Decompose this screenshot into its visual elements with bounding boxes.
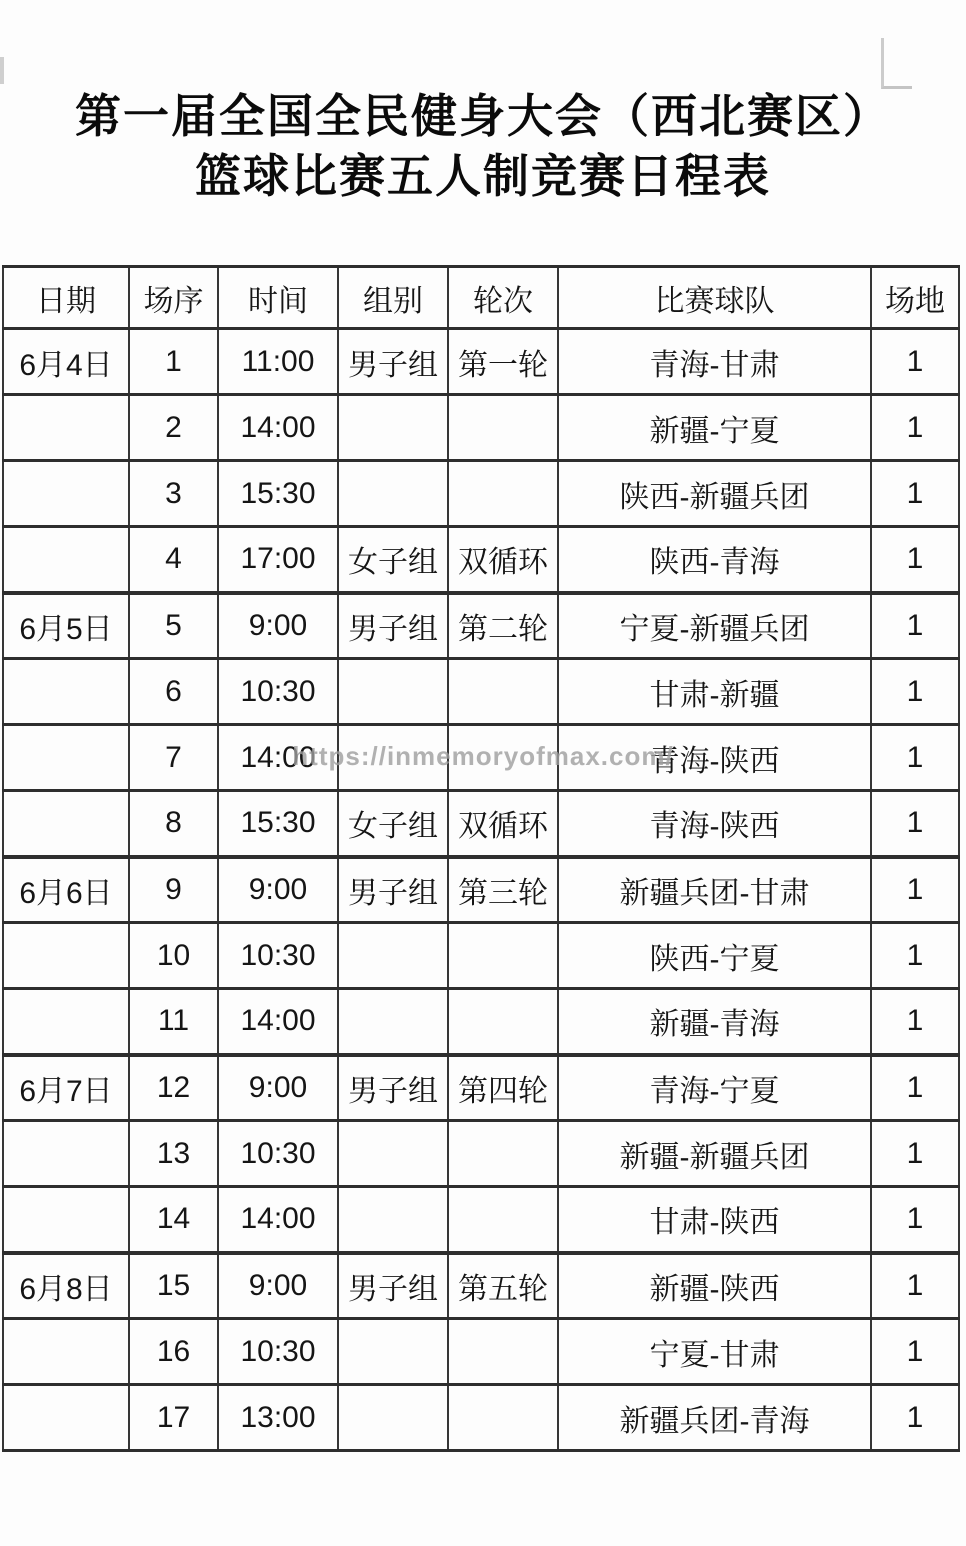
table-row	[3, 989, 959, 1055]
cell-venue: 1	[871, 1319, 959, 1385]
cell-time: 11:00	[218, 329, 338, 395]
cell-time: 14:00	[218, 989, 338, 1055]
cell-group	[338, 923, 448, 989]
title-line-2: 篮球比赛五人制竞赛日程表	[195, 150, 771, 202]
cell-time: 9:00	[218, 593, 338, 659]
cell-venue: 1	[871, 461, 959, 527]
cell-venue: 1	[871, 659, 959, 725]
cell-round	[448, 461, 558, 527]
cell-date	[3, 725, 129, 791]
cell-teams: 新疆-陕西	[558, 1253, 871, 1319]
cell-teams: 陕西-青海	[558, 527, 871, 593]
scan-corner-mark-left	[0, 57, 4, 84]
cell-round: 双循环	[448, 791, 558, 857]
cell-date	[3, 1187, 129, 1253]
cell-group	[338, 989, 448, 1055]
cell-group	[338, 1319, 448, 1385]
cell-time: 17:00	[218, 527, 338, 593]
schedule-table	[2, 265, 960, 1452]
cell-date	[3, 461, 129, 527]
cell-teams: 甘肃-陕西	[558, 1187, 871, 1253]
cell-time: 10:30	[218, 1121, 338, 1187]
watermark-url: https://inmemoryofmax.com/	[292, 741, 674, 771]
cell-group	[338, 1121, 448, 1187]
cell-teams: 陕西-宁夏	[558, 923, 871, 989]
cell-round: 第三轮	[448, 857, 558, 923]
cell-round: 第四轮	[448, 1055, 558, 1121]
cell-teams: 新疆兵团-青海	[558, 1385, 871, 1451]
cell-time: 10:30	[218, 1319, 338, 1385]
cell-venue: 1	[871, 1121, 959, 1187]
column-header-date: 日期	[3, 267, 129, 329]
cell-teams: 甘肃-新疆	[558, 659, 871, 725]
cell-round: 第二轮	[448, 593, 558, 659]
table-row	[3, 857, 959, 923]
column-header-match-no: 场序	[129, 267, 218, 329]
cell-venue: 1	[871, 1385, 959, 1451]
cell-time: 15:30	[218, 791, 338, 857]
schedule-table-header	[3, 267, 959, 329]
cell-match-no: 1	[129, 329, 218, 395]
cell-round	[448, 659, 558, 725]
cell-match-no: 16	[129, 1319, 218, 1385]
cell-date: 6月5日	[3, 593, 129, 659]
column-header-teams: 比赛球队	[558, 267, 871, 329]
cell-time: 13:00	[218, 1385, 338, 1451]
cell-round: 第五轮	[448, 1253, 558, 1319]
cell-time: 9:00	[218, 1055, 338, 1121]
cell-group: 男子组	[338, 593, 448, 659]
table-row	[3, 461, 959, 527]
column-header-round: 轮次	[448, 267, 558, 329]
cell-venue: 1	[871, 1055, 959, 1121]
cell-match-no: 13	[129, 1121, 218, 1187]
cell-match-no: 15	[129, 1253, 218, 1319]
cell-venue: 1	[871, 1253, 959, 1319]
cell-teams: 陕西-新疆兵团	[558, 461, 871, 527]
cell-teams: 新疆-青海	[558, 989, 871, 1055]
cell-date	[3, 1121, 129, 1187]
cell-venue: 1	[871, 1187, 959, 1253]
table-row	[3, 791, 959, 857]
cell-time: 10:30	[218, 923, 338, 989]
cell-round	[448, 1385, 558, 1451]
table-row	[3, 1253, 959, 1319]
cell-time: 10:30	[218, 659, 338, 725]
cell-date	[3, 1319, 129, 1385]
cell-teams: 青海-陕西	[558, 791, 871, 857]
cell-group	[338, 659, 448, 725]
column-header-venue: 场地	[871, 267, 959, 329]
cell-round: 双循环	[448, 527, 558, 593]
cell-teams: 青海-陕西	[558, 725, 871, 791]
cell-venue: 1	[871, 527, 959, 593]
column-header-group: 组别	[338, 267, 448, 329]
cell-group: 男子组	[338, 329, 448, 395]
page-title	[0, 86, 966, 206]
cell-group: 女子组	[338, 791, 448, 857]
cell-group: 男子组	[338, 1055, 448, 1121]
cell-venue: 1	[871, 329, 959, 395]
cell-teams: 新疆-宁夏	[558, 395, 871, 461]
table-row	[3, 923, 959, 989]
column-header-time: 时间	[218, 267, 338, 329]
table-row	[3, 527, 959, 593]
cell-date	[3, 395, 129, 461]
cell-match-no: 10	[129, 923, 218, 989]
cell-venue: 1	[871, 395, 959, 461]
cell-group	[338, 1187, 448, 1253]
cell-date: 6月8日	[3, 1253, 129, 1319]
table-row	[3, 1055, 959, 1121]
cell-date: 6月4日	[3, 329, 129, 395]
cell-round	[448, 1319, 558, 1385]
cell-date	[3, 989, 129, 1055]
cell-match-no: 12	[129, 1055, 218, 1121]
cell-date: 6月6日	[3, 857, 129, 923]
table-row	[3, 395, 959, 461]
cell-date: 6月7日	[3, 1055, 129, 1121]
cell-group	[338, 1385, 448, 1451]
cell-time: 14:00	[218, 1187, 338, 1253]
cell-round	[448, 1187, 558, 1253]
cell-teams: 宁夏-甘肃	[558, 1319, 871, 1385]
table-row	[3, 1319, 959, 1385]
cell-date	[3, 923, 129, 989]
cell-time: 14:00	[218, 395, 338, 461]
cell-round	[448, 395, 558, 461]
cell-time: 9:00	[218, 857, 338, 923]
cell-match-no: 17	[129, 1385, 218, 1451]
cell-match-no: 7	[129, 725, 218, 791]
cell-time: 9:00	[218, 1253, 338, 1319]
table-row	[3, 659, 959, 725]
cell-group	[338, 395, 448, 461]
cell-match-no: 6	[129, 659, 218, 725]
cell-teams: 青海-宁夏	[558, 1055, 871, 1121]
cell-round	[448, 989, 558, 1055]
cell-teams: 新疆-新疆兵团	[558, 1121, 871, 1187]
cell-teams: 宁夏-新疆兵团	[558, 593, 871, 659]
cell-group	[338, 461, 448, 527]
cell-venue: 1	[871, 923, 959, 989]
cell-match-no: 3	[129, 461, 218, 527]
cell-group: 男子组	[338, 1253, 448, 1319]
cell-time: 15:30	[218, 461, 338, 527]
cell-date	[3, 659, 129, 725]
cell-round: 第一轮	[448, 329, 558, 395]
cell-venue: 1	[871, 725, 959, 791]
table-row	[3, 1187, 959, 1253]
cell-venue: 1	[871, 989, 959, 1055]
cell-group: 女子组	[338, 527, 448, 593]
cell-match-no: 9	[129, 857, 218, 923]
table-row	[3, 329, 959, 395]
cell-date	[3, 527, 129, 593]
cell-date	[3, 791, 129, 857]
table-row	[3, 1121, 959, 1187]
cell-match-no: 14	[129, 1187, 218, 1253]
cell-group: 男子组	[338, 857, 448, 923]
cell-teams: 新疆兵团-甘肃	[558, 857, 871, 923]
cell-match-no: 5	[129, 593, 218, 659]
header-row	[3, 267, 959, 329]
cell-time: 14:00	[218, 725, 338, 791]
cell-round	[448, 1121, 558, 1187]
cell-match-no: 2	[129, 395, 218, 461]
cell-venue: 1	[871, 857, 959, 923]
table-row	[3, 1385, 959, 1451]
cell-teams: 青海-甘肃	[558, 329, 871, 395]
cell-match-no: 8	[129, 791, 218, 857]
cell-venue: 1	[871, 791, 959, 857]
cell-date	[3, 1385, 129, 1451]
cell-match-no: 11	[129, 989, 218, 1055]
cell-match-no: 4	[129, 527, 218, 593]
cell-venue: 1	[871, 593, 959, 659]
title-line-1: 第一届全国全民健身大会（西北赛区）	[75, 90, 891, 142]
schedule-table-body	[3, 329, 959, 1451]
cell-round	[448, 923, 558, 989]
table-row	[3, 593, 959, 659]
scan-corner-mark-right	[881, 38, 912, 89]
